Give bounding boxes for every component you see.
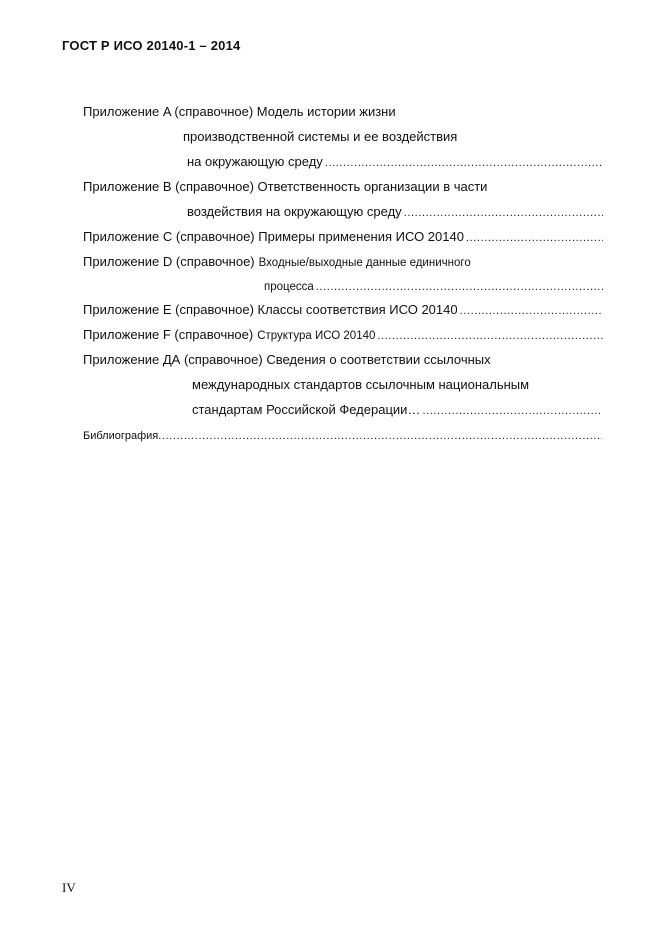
toc-entry-annex-da-end[interactable]: [192, 402, 602, 419]
dot-leader: [325, 155, 603, 171]
toc-entry-annex-d[interactable]: [83, 254, 471, 271]
toc-entry-annex-e[interactable]: [83, 302, 603, 319]
toc-annex-da-line1: Приложение ДА (справочное) Сведения о соответствии ссылочных: [83, 352, 491, 367]
toc-annex-d-prefix: Приложение D (справочное): [83, 254, 255, 269]
toc-entry-annex-a-cont[interactable]: [183, 129, 457, 145]
dot-leader: [460, 303, 603, 319]
toc-entry-annex-d-end[interactable]: [264, 279, 603, 295]
toc-entry-annex-a[interactable]: [83, 104, 396, 120]
toc-bibliography-label: Библиография: [83, 430, 159, 442]
dot-leader: [422, 403, 602, 419]
toc-entry-annex-f[interactable]: [83, 327, 603, 344]
toc-entry-annex-da[interactable]: [83, 352, 491, 368]
dot-leader: [404, 205, 603, 221]
dot-leader: [158, 428, 602, 444]
toc-annex-da-line2: международных стандартов ссылочным национальным: [192, 377, 530, 392]
toc-annex-e-line1: Приложение E (справочное) Классы соответствия ИСО 20140: [83, 302, 458, 317]
toc-entry-annex-a-end[interactable]: [187, 154, 603, 171]
toc-annex-a-line3: на окружающую среду: [187, 154, 323, 169]
dot-leader: [377, 328, 603, 344]
toc-entry-annex-da-cont[interactable]: [192, 377, 529, 393]
toc-annex-b-line2: воздействия на окружающую среду: [187, 204, 402, 219]
toc-annex-c-line1: Приложение C (справочное) Примеры применения ИСО 20140: [83, 229, 464, 244]
toc-annex-d-title: Входные/выходные данные единичного: [258, 257, 471, 269]
dot-leader: [466, 230, 603, 246]
toc-annex-b-line1: Приложение B (справочное) Ответственность организации в части: [83, 179, 488, 194]
toc-annex-da-line3: стандартам Российской Федерации…: [192, 402, 421, 417]
toc-annex-d-line2: процесса: [264, 281, 314, 293]
toc-entry-annex-c[interactable]: [83, 229, 603, 246]
toc-entry-annex-b-end[interactable]: [187, 204, 603, 221]
toc-entry-annex-b[interactable]: [83, 179, 487, 195]
dot-leader: [316, 279, 603, 295]
toc-annex-a-line2: производственной системы и ее воздействия: [183, 129, 458, 144]
toc-entry-bibliography[interactable]: [83, 428, 602, 444]
toc-annex-f-prefix: Приложение F (справочное): [83, 327, 254, 342]
toc-annex-a-line1: Приложение A (справочное) Модель истории жизни: [83, 104, 396, 119]
document-header: ГОСТ Р ИСО 20140-1 – 2014: [62, 38, 241, 53]
toc-annex-f-title: Структура ИСО 20140: [257, 330, 376, 342]
page-number: IV: [62, 880, 76, 895]
